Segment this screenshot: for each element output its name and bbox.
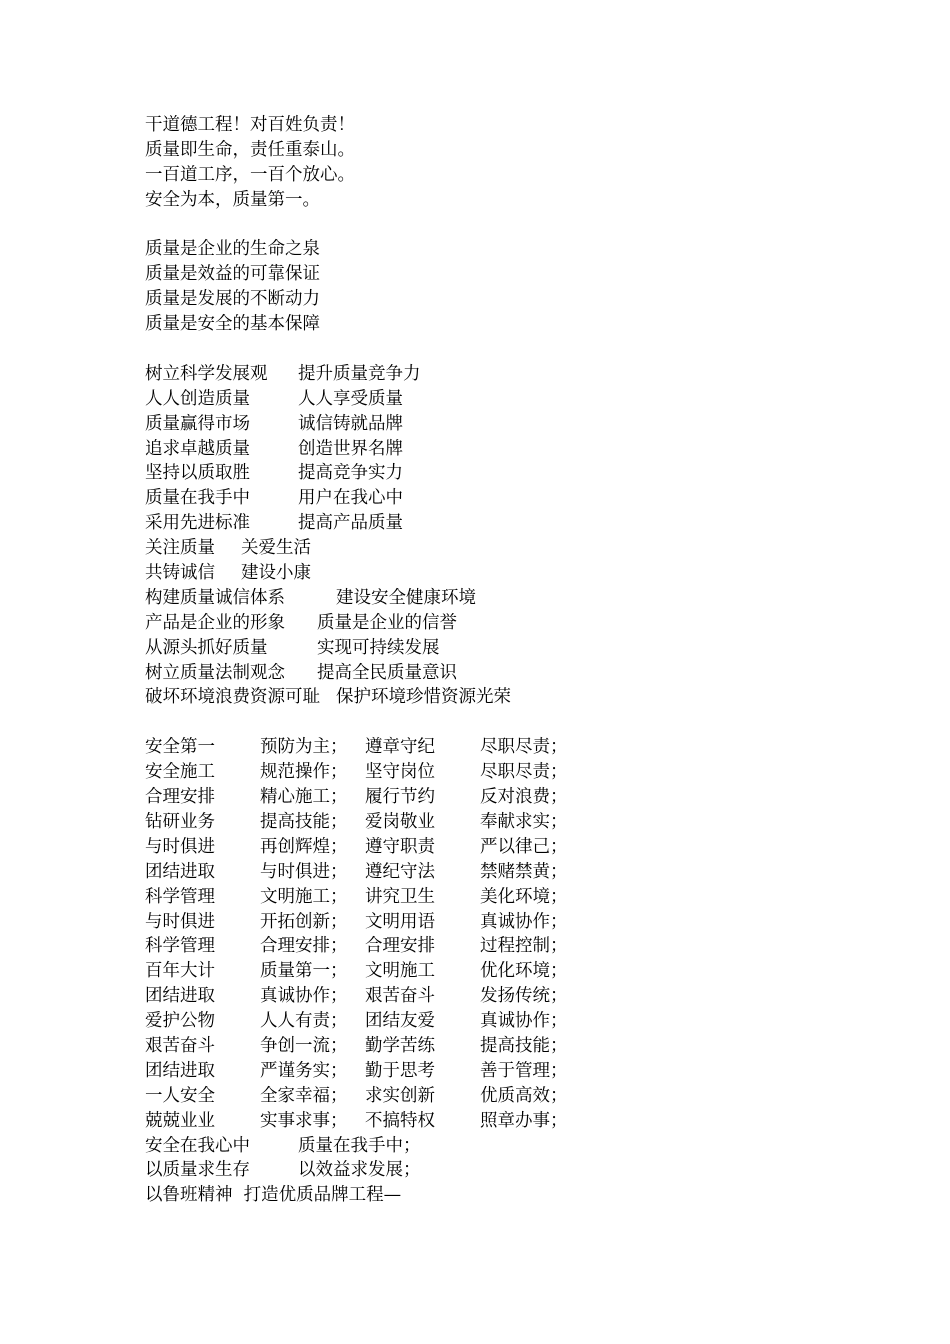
quality-line: 质量是安全的基本保障 (145, 314, 320, 335)
slogan-right: 建设安全健康环境 (336, 587, 476, 608)
motto-cell: 履行节约 (365, 787, 435, 808)
intro-section (145, 113, 845, 213)
quality-line: 质量是发展的不断动力 (145, 289, 320, 310)
motto-cell: 与时俱进； (260, 861, 348, 882)
closing-right: 以效益求发展； (298, 1160, 421, 1181)
motto-cell: 合理安排； (260, 936, 348, 957)
motto-cell: 安全施工 (145, 762, 215, 783)
slogan-pair-row (145, 661, 845, 686)
slogan-text-block (145, 113, 845, 1208)
motto-cell: 实事求事； (260, 1110, 348, 1131)
motto-cell: 照章办事； (480, 1110, 568, 1131)
slogan-left: 质量在我手中 (145, 488, 250, 509)
slogan-left: 从源头抓好质量 (145, 637, 268, 658)
paragraph-gap (145, 710, 845, 735)
motto-row (145, 1084, 845, 1109)
paragraph-gap (145, 337, 845, 362)
motto-cell: 遵纪守法 (365, 861, 435, 882)
motto-cell: 优化环境； (480, 961, 568, 982)
closing-left: 安全在我心中 (145, 1135, 250, 1156)
motto-cell: 真诚协作； (260, 986, 348, 1007)
slogan-pairs-section (145, 362, 845, 710)
motto-cell: 文明用语 (365, 911, 435, 932)
motto-cell: 合理安排 (365, 936, 435, 957)
motto-row (145, 810, 845, 835)
motto-cell: 争创一流； (260, 1035, 348, 1056)
slogan-left: 关注质量 (145, 538, 215, 559)
motto-row (145, 735, 845, 760)
slogan-right: 实现可持续发展 (317, 637, 440, 658)
motto-row (145, 760, 845, 785)
motto-cell: 文明施工； (260, 886, 348, 907)
motto-row (145, 984, 845, 1009)
motto-cell: 全家幸福； (260, 1085, 348, 1106)
slogan-pair-row (145, 511, 845, 536)
slogan-right: 提高产品质量 (298, 513, 403, 534)
motto-cell: 规范操作； (260, 762, 348, 783)
slogan-pair-row (145, 561, 845, 586)
motto-row (145, 959, 845, 984)
quality-section (145, 237, 845, 337)
slogan-pair-row (145, 437, 845, 462)
slogan-left: 人人创造质量 (145, 388, 250, 409)
slogan-left: 树立科学发展观 (145, 363, 268, 384)
motto-cell: 遵章守纪 (365, 737, 435, 758)
motto-row (145, 885, 845, 910)
motto-cell: 精心施工； (260, 787, 348, 808)
motto-cell: 科学管理 (145, 886, 215, 907)
slogan-pair-row (145, 486, 845, 511)
motto-row (145, 835, 845, 860)
slogan-pair-row (145, 685, 845, 710)
motto-row (145, 1034, 845, 1059)
slogan-left: 破坏环境浪费资源可耻 (145, 687, 320, 708)
slogan-right: 用户在我心中 (298, 488, 403, 509)
motto-cell: 尽职尽责； (480, 737, 568, 758)
slogan-left: 产品是企业的形象 (145, 612, 285, 633)
motto-cell: 一人安全 (145, 1085, 215, 1106)
slogan-pair-row (145, 636, 845, 661)
motto-row (145, 1109, 845, 1134)
motto-grid-section (145, 735, 845, 1133)
motto-cell: 严谨务实； (260, 1060, 348, 1081)
motto-cell: 与时俱进 (145, 911, 215, 932)
intro-line: 干道德工程！对百姓负责！ (145, 115, 355, 135)
motto-cell: 百年大计 (145, 961, 215, 982)
motto-cell: 奉献求实； (480, 811, 568, 832)
slogan-pair-row (145, 461, 845, 486)
slogan-pair-row (145, 586, 845, 611)
motto-cell: 兢兢业业 (145, 1110, 215, 1131)
slogan-right: 诚信铸就品牌 (298, 413, 403, 434)
motto-cell: 与时俱进 (145, 836, 215, 857)
motto-cell: 过程控制； (480, 936, 568, 957)
slogan-right: 人人享受质量 (298, 388, 403, 409)
motto-cell: 尽职尽责； (480, 762, 568, 783)
motto-cell: 优质高效； (480, 1085, 568, 1106)
closing-section (145, 1134, 845, 1184)
motto-cell: 科学管理 (145, 936, 215, 957)
quality-line: 质量是企业的生命之泉 (145, 239, 320, 260)
motto-cell: 勤学苦练 (365, 1035, 435, 1056)
motto-cell: 真诚协作； (480, 1011, 568, 1032)
motto-cell: 人人有责； (260, 1011, 348, 1032)
slogan-right: 质量是企业的信誉 (317, 612, 457, 633)
slogan-left: 树立质量法制观念 (145, 662, 285, 683)
motto-cell: 团结进取 (145, 1060, 215, 1081)
motto-cell: 艰苦奋斗 (145, 1035, 215, 1056)
slogan-left: 构建质量诚信体系 (145, 587, 285, 608)
slogan-pair-row (145, 536, 845, 561)
motto-cell: 发扬传统； (480, 986, 568, 1007)
slogan-right: 保护环境珍惜资源光荣 (336, 687, 511, 708)
slogan-right: 关爱生活 (241, 538, 311, 559)
slogan-pair-row (145, 362, 845, 387)
slogan-right: 提高全民质量意识 (317, 662, 457, 683)
motto-cell: 质量第一； (260, 961, 348, 982)
final-line: 以鲁班精神 打造优质品牌工程— (145, 1185, 402, 1206)
slogan-left: 质量赢得市场 (145, 413, 250, 434)
closing-right: 质量在我手中； (298, 1135, 421, 1156)
slogan-left: 采用先进标准 (145, 513, 250, 534)
intro-line: 安全为本，质量第一。 (145, 189, 320, 210)
motto-cell: 不搞特权 (365, 1110, 435, 1131)
slogan-right: 创造世界名牌 (298, 438, 403, 459)
closing-left: 以质量求生存 (145, 1160, 250, 1181)
motto-cell: 安全第一 (145, 737, 215, 758)
slogan-right: 提升质量竞争力 (298, 363, 421, 384)
slogan-pair-row (145, 387, 845, 412)
motto-cell: 提高技能； (260, 811, 348, 832)
closing-pair-row (145, 1158, 845, 1183)
motto-cell: 爱岗敬业 (365, 811, 435, 832)
motto-cell: 真诚协作； (480, 911, 568, 932)
motto-row (145, 860, 845, 885)
motto-row (145, 934, 845, 959)
intro-line: 一百道工序，一百个放心。 (145, 164, 355, 185)
closing-pair-row (145, 1134, 845, 1159)
motto-cell: 禁赌禁黄； (480, 861, 568, 882)
slogan-right: 建设小康 (241, 563, 311, 584)
slogan-pair-row (145, 611, 845, 636)
slogan-left: 共铸诚信 (145, 563, 215, 584)
motto-cell: 坚守岗位 (365, 762, 435, 783)
motto-cell: 再创辉煌； (260, 836, 348, 857)
motto-cell: 爱护公物 (145, 1011, 215, 1032)
quality-line: 质量是效益的可靠保证 (145, 264, 320, 285)
motto-cell: 预防为主； (260, 737, 348, 758)
paragraph-gap (145, 213, 845, 238)
slogan-pair-row (145, 412, 845, 437)
motto-cell: 团结进取 (145, 986, 215, 1007)
motto-cell: 艰苦奋斗 (365, 986, 435, 1007)
motto-row (145, 910, 845, 935)
motto-cell: 钻研业务 (145, 811, 215, 832)
slogan-left: 坚持以质取胜 (145, 463, 250, 484)
motto-cell: 遵守职责 (365, 836, 435, 857)
motto-row (145, 1009, 845, 1034)
motto-cell: 团结友爱 (365, 1011, 435, 1032)
motto-row (145, 1059, 845, 1084)
slogan-right: 提高竞争实力 (298, 463, 403, 484)
motto-cell: 美化环境； (480, 886, 568, 907)
motto-cell: 严以律己； (480, 836, 568, 857)
motto-cell: 讲究卫生 (365, 886, 435, 907)
motto-cell: 团结进取 (145, 861, 215, 882)
motto-cell: 提高技能； (480, 1035, 568, 1056)
motto-cell: 开拓创新； (260, 911, 348, 932)
intro-line: 质量即生命，责任重泰山。 (145, 139, 355, 160)
motto-row (145, 785, 845, 810)
motto-cell: 勤于思考 (365, 1060, 435, 1081)
motto-cell: 文明施工 (365, 961, 435, 982)
motto-cell: 反对浪费； (480, 787, 568, 808)
motto-cell: 合理安排 (145, 787, 215, 808)
motto-cell: 求实创新 (365, 1085, 435, 1106)
slogan-left: 追求卓越质量 (145, 438, 250, 459)
motto-cell: 善于管理； (480, 1060, 568, 1081)
